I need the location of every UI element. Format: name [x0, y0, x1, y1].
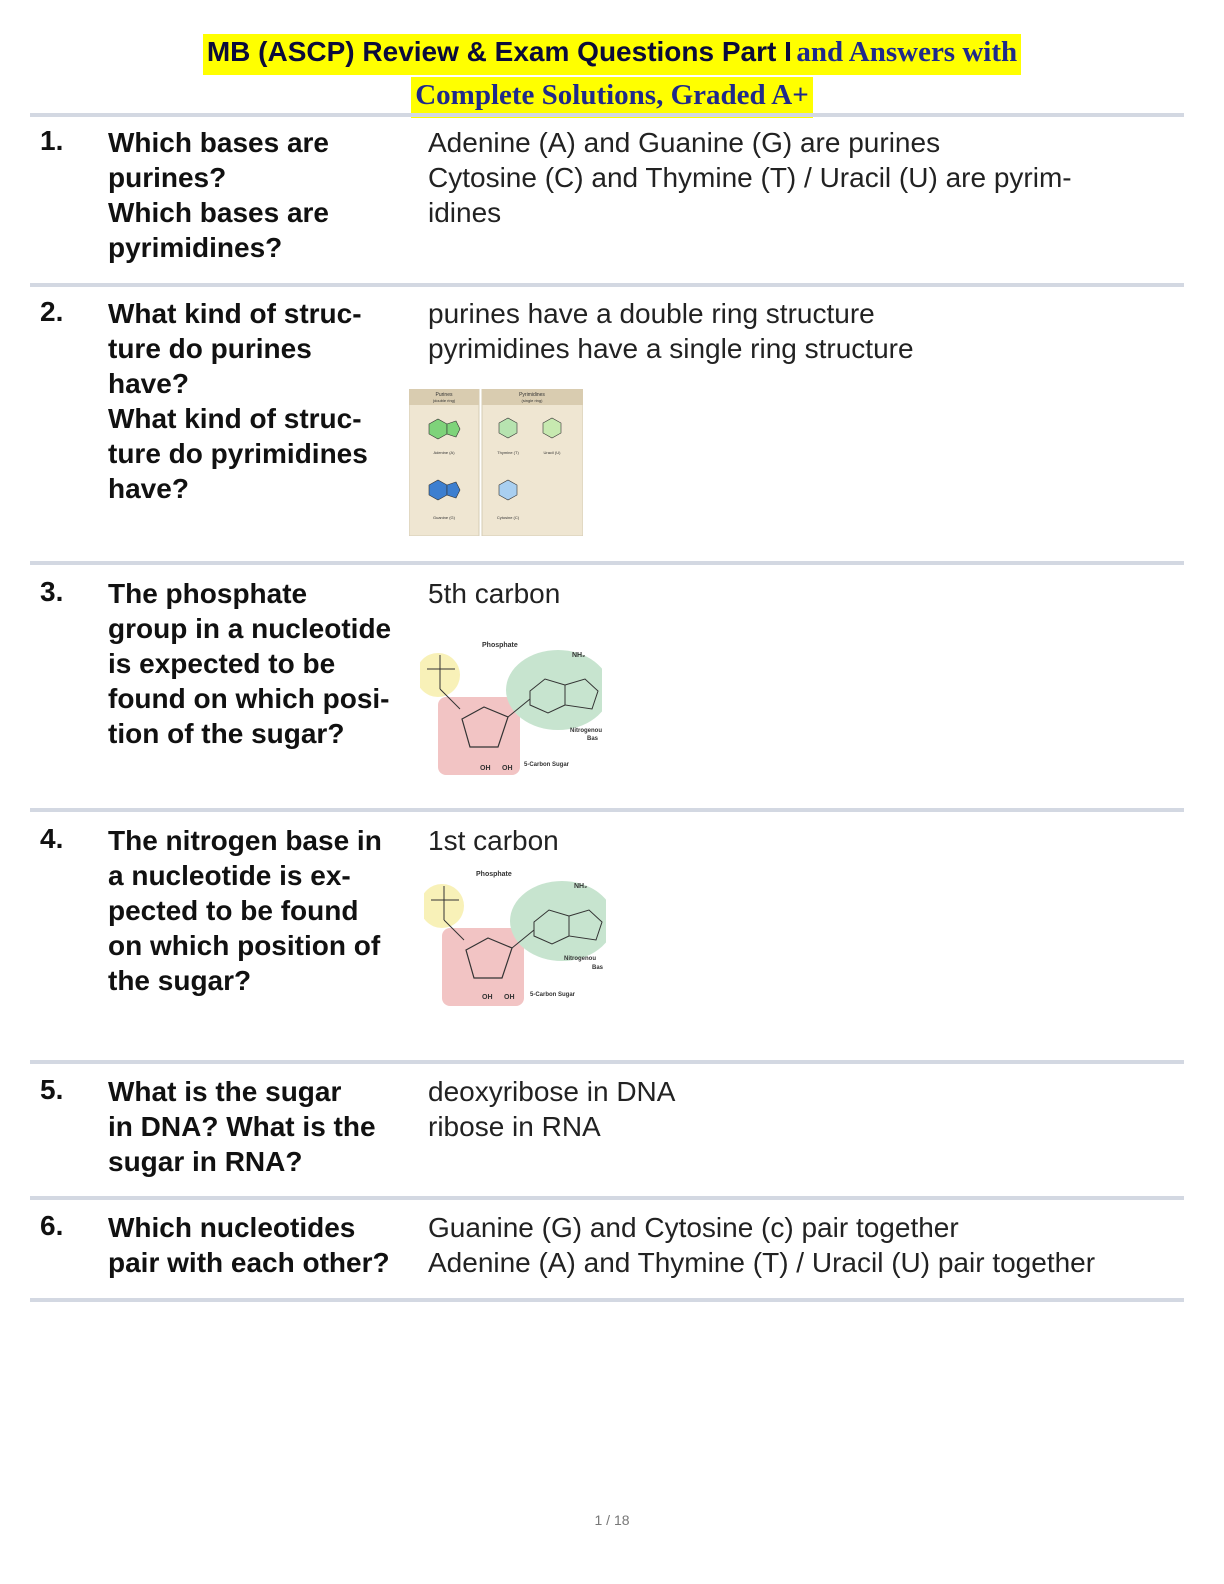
answer-text [428, 1210, 1188, 1280]
answer-line: purines have a double ring structure [428, 298, 875, 329]
answer-text [428, 125, 1188, 230]
question-line: a nucleotide is ex- [108, 860, 351, 891]
question-line: have? [108, 473, 189, 504]
question-line: found on which posi- [108, 683, 390, 714]
question-number: 3. [40, 576, 64, 607]
sugar-label: 5-Carbon Sugar [524, 762, 570, 768]
answer-text [428, 576, 1188, 611]
answer-line: Guanine (G) and Cytosine (c) pair together [428, 1212, 959, 1243]
question-text [108, 576, 423, 751]
question-line: tion of the sugar? [108, 718, 345, 749]
question-line: pected to be found [108, 895, 359, 926]
divider [30, 1298, 1184, 1302]
question-number: 1. [40, 125, 64, 156]
question-number: 5. [40, 1074, 64, 1105]
answer-text [428, 296, 1188, 366]
answer-text [428, 823, 1188, 858]
nh2-label: NH₂ [572, 652, 586, 659]
oh-label: OH [504, 994, 515, 1001]
question-text [108, 1074, 423, 1179]
guanine-label: Guanine (G) [432, 515, 456, 520]
question-line: the sugar? [108, 965, 252, 996]
answer-text [428, 1074, 1188, 1144]
answer-line: Adenine (A) and Thymine (T) / Uracil (U) pair together [428, 1247, 1096, 1278]
answer-line: idines [428, 197, 502, 228]
purines-sub: (double ring) [432, 398, 456, 403]
nh2-label: NH₂ [574, 883, 588, 890]
answer-line: ribose in RNA [428, 1111, 601, 1142]
pyrimidines-sub: (single ring) [521, 398, 543, 403]
answer-line: 1st carbon [428, 825, 559, 856]
question-line: have? [108, 368, 189, 399]
cytosine-label: Cytosine (C) [496, 515, 520, 520]
divider [30, 1060, 1184, 1064]
oh-label: OH [480, 765, 491, 772]
nitrogenous-label: Nitrogenou [564, 956, 596, 962]
question-line: on which position of [108, 930, 381, 961]
question-line: The nitrogen base in [108, 825, 382, 856]
divider [30, 808, 1184, 812]
answer-line: pyrimidines have a single ring structure [428, 333, 914, 364]
question-line: Which bases are [108, 127, 329, 158]
question-line: pair with each other? [108, 1247, 390, 1278]
question-number: 2. [40, 296, 64, 327]
question-line: ture do purines [108, 333, 312, 364]
question-text [108, 125, 423, 265]
pyrimidines-label: Pyrimidines [519, 392, 545, 398]
divider [30, 113, 1184, 117]
question-text [108, 823, 423, 998]
oh-label: OH [482, 994, 493, 1001]
title-main: MB (ASCP) Review & Exam Questions Part I [206, 36, 792, 67]
base-label: Bas [592, 965, 604, 971]
base-label: Bas [587, 736, 599, 742]
question-number: 6. [40, 1210, 64, 1241]
answer-line: 5th carbon [428, 578, 561, 609]
purines-label: Purines [435, 392, 453, 398]
question-line: Which bases are [108, 197, 329, 228]
phosphate-label: Phosphate [476, 871, 512, 878]
question-line: group in a nucleotide [108, 613, 392, 644]
answer-line: Cytosine (C) and Thymine (T) / Uracil (U) are pyrim- [428, 162, 1072, 193]
document-title [0, 34, 1224, 118]
question-line: is expected to be [108, 648, 336, 679]
question-line: What kind of struc- [108, 403, 362, 434]
page-number: 1 / 18 [594, 1512, 630, 1528]
purines-pyrimidines-figure [409, 389, 583, 536]
title-subtitle-a: and Answers with [796, 36, 1018, 68]
question-line: sugar in RNA? [108, 1146, 303, 1177]
question-line: in DNA? What is the [108, 1111, 376, 1142]
divider [30, 1196, 1184, 1200]
question-line: The phosphate [108, 578, 308, 609]
answer-line: deoxyribose in DNA [428, 1076, 676, 1107]
nucleotide-figure [424, 866, 606, 1008]
question-text [108, 1210, 438, 1280]
nucleotide-figure [420, 635, 602, 777]
question-line: ture do pyrimidines [108, 438, 368, 469]
question-line: Which nucleotides [108, 1212, 356, 1243]
question-line: What is the sugar [108, 1076, 342, 1107]
title-line-1 [203, 34, 1021, 75]
answer-line: Adenine (A) and Guanine (G) are purines [428, 127, 941, 158]
sugar-label: 5-Carbon Sugar [530, 992, 576, 998]
title-subtitle-b: Complete Solutions, Graded A+ [415, 79, 809, 111]
adenine-label: Adenine (A) [433, 450, 455, 455]
question-number: 4. [40, 823, 64, 854]
uracil-label: Uracil (U) [543, 450, 561, 455]
question-line: pyrimidines? [108, 232, 283, 263]
question-text [108, 296, 423, 506]
oh-label: OH [502, 765, 513, 772]
divider [30, 561, 1184, 565]
title-line-2 [411, 77, 813, 118]
thymine-label: Thymine (T) [497, 450, 519, 455]
divider [30, 283, 1184, 287]
phosphate-label: Phosphate [482, 642, 518, 649]
nitrogenous-label: Nitrogenou [570, 728, 602, 734]
question-line: What kind of struc- [108, 298, 362, 329]
question-line: purines? [108, 162, 227, 193]
